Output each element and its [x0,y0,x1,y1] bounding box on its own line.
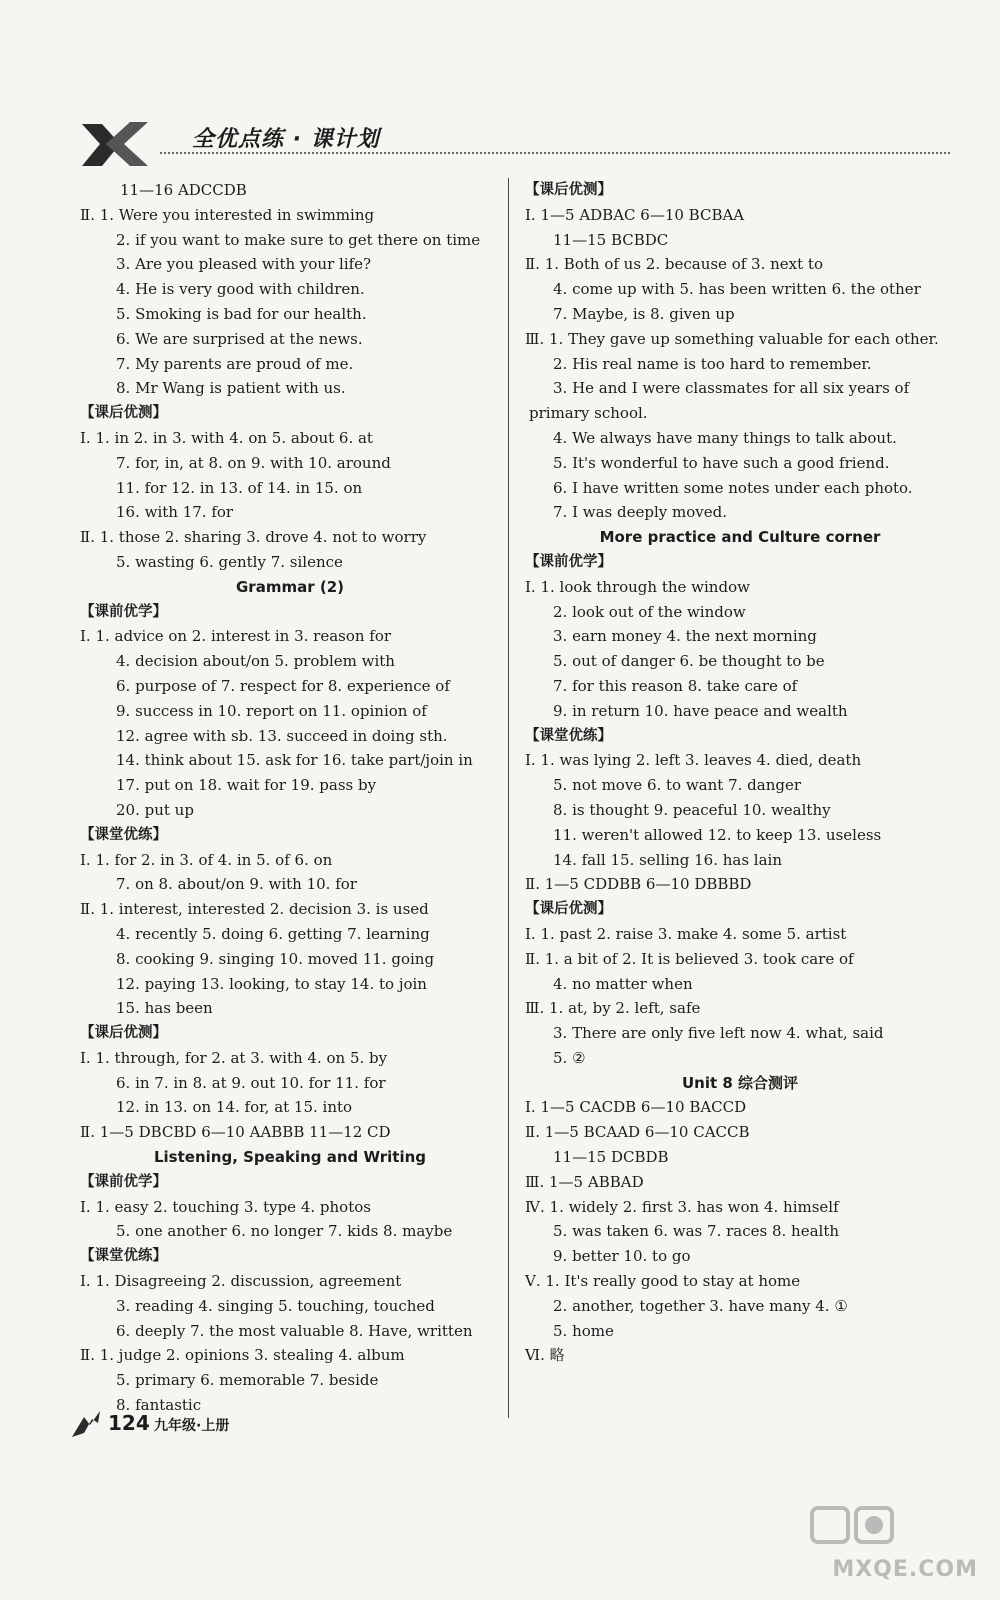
answer-line: 7. on 8. about/on 9. with 10. for [116,875,357,894]
answer-line: 5. was taken 6. was 7. races 8. health [553,1222,840,1241]
answer-line: 4. no matter when [553,974,693,993]
answer-line: 6. in 7. in 8. at 9. out 10. for 11. for [116,1073,386,1092]
answer-line: 12. in 13. on 14. for, at 15. into [116,1098,353,1117]
section-heading: Grammar (2) [236,577,344,596]
answer-line: 5. It's wonderful to have such a good friend. [553,453,890,472]
section-label: 【课堂优练】 [80,1248,167,1265]
answer-line: 20. put up [116,800,194,819]
answer-line: Ⅱ. 1—5 BCAAD 6—10 CACCB [525,1123,750,1142]
answer-line: 11—15 DCBDB [553,1148,669,1167]
answer-line: 7. I was deeply moved. [553,503,727,522]
answer-line: Ⅲ. 1. They gave up something valuable for each other. [525,329,939,348]
answer-line: Ⅰ. 1. advice on 2. interest in 3. reason for [80,627,392,646]
answer-line: Ⅰ. 1. for 2. in 3. of 4. in 5. of 6. on [80,850,333,869]
answer-line: 5. Smoking is bad for our health. [116,304,367,323]
answer-line: Ⅲ. 1—5 ABBAD [525,1172,644,1191]
answer-line: 4. He is very good with children. [116,280,365,299]
section-heading: Listening, Speaking and Writing [153,1148,427,1167]
right-answer-column [525,178,955,1368]
answer-line: 6. purpose of 7. respect for 8. experience of [116,676,450,695]
watermark-text: MXQE.COM [832,1557,978,1582]
answer-line: Ⅰ. 1—5 ADBAC 6—10 BCBAA [525,205,745,224]
page-footer [70,1405,370,1445]
answer-line: Ⅱ. 1. a bit of 2. It is believed 3. took care of [525,949,854,968]
answer-line: 15. has been [116,999,213,1018]
answer-line: 2. if you want to make sure to get there on time [116,230,481,249]
header-title: 全优点练 · 课计划 [192,127,380,152]
answer-line: 17. put on 18. wait for 19. pass by [116,776,377,795]
answer-line: 3. He and I were classmates for all six years of [553,379,910,398]
answer-line: 2. another, together 3. have many 4. ① [553,1296,848,1315]
answer-line: Ⅰ. 1. easy 2. touching 3. type 4. photos [80,1197,371,1216]
answer-line: 11. for 12. in 13. of 14. in 15. on [116,478,363,497]
answer-line: 4. come up with 5. has been written 6. the other [553,280,921,299]
answer-line: 7. for, in, at 8. on 9. with 10. around [116,453,391,472]
page-header [70,112,950,172]
answer-line: 12. paying 13. looking, to stay 14. to join [116,974,427,993]
answer-line: 5. wasting 6. gently 7. silence [116,552,343,571]
section-label: 【课前优学】 [525,553,612,570]
answer-line: 5. one another 6. no longer 7. kids 8. maybe [116,1222,453,1241]
answer-line: 5. home [553,1321,614,1340]
answer-line: Ⅰ. 1. Disagreeing 2. discussion, agreement [80,1272,402,1291]
answer-line: 4. We always have many things to talk about. [553,428,897,447]
answer-line: 5. primary 6. memorable 7. beside [116,1371,379,1390]
section-heading: More practice and Culture corner [599,528,881,547]
answer-line: 3. reading 4. singing 5. touching, touched [116,1296,435,1315]
arrow-logo-icon [70,1409,104,1439]
answer-line: Ⅳ. 1. widely 2. first 3. has won 4. himself [525,1197,839,1216]
answer-line: Ⅱ. 1. Both of us 2. because of 3. next to [525,255,823,274]
answer-line: Ⅰ. 1—5 CACDB 6—10 BACCD [525,1098,747,1117]
answer-line: Ⅱ. 1. those 2. sharing 3. drove 4. not to worry [80,528,427,547]
answer-line: 5. out of danger 6. be thought to be [553,652,825,671]
answer-line: Ⅵ. 略 [525,1346,565,1365]
answer-line: Ⅱ. 1—5 DBCBD 6—10 AABBB 11—12 CD [80,1123,391,1142]
answer-line: 5. not move 6. to want 7. danger [553,776,802,795]
answer-line: 4. decision about/on 5. problem with [116,652,395,671]
answer-line: Ⅱ. 1—5 CDDBB 6—10 DBBBD [525,875,752,894]
section-heading: Unit 8 综合测评 [681,1073,799,1092]
answer-line: 12. agree with sb. 13. succeed in doing sth. [116,726,448,745]
answer-line: 4. recently 5. doing 6. getting 7. learning [116,924,430,943]
answer-line: 5. ② [553,1048,586,1067]
column-divider [508,178,509,1418]
answer-line: 9. success in 10. report on 11. opinion of [116,701,427,720]
answer-line: 3. There are only five left now 4. what, said [553,1024,884,1043]
header-divider [160,152,950,154]
answer-line: 7. for this reason 8. take care of [553,676,798,695]
answer-line: 14. think about 15. ask for 16. take part/join in [116,751,473,770]
section-label: 【课前优学】 [80,603,167,620]
answer-line: 7. My parents are proud of me. [116,354,354,373]
section-label: 【课堂优练】 [525,727,612,744]
answer-line: 8. is thought 9. peaceful 10. wealthy [553,800,831,819]
answer-line: 8. Mr Wang is patient with us. [116,379,346,398]
logo-x-icon [80,120,150,170]
grade-label: 九年级·上册 [154,1418,230,1434]
answer-line: Ⅰ. 1. was lying 2. left 3. leaves 4. died, death [525,751,862,770]
answer-line: 2. His real name is too hard to remember. [553,354,872,373]
section-label: 【课后优测】 [525,901,612,918]
answer-line: 11. weren't allowed 12. to keep 13. useless [553,825,882,844]
section-label: 【课后优测】 [525,182,612,198]
answer-line: Ⅲ. 1. at, by 2. left, safe [525,999,701,1018]
answer-line: 2. look out of the window [553,602,746,621]
answer-line: 8. cooking 9. singing 10. moved 11. going [116,949,435,968]
section-label: 【课后优测】 [80,1025,167,1042]
answer-line: 3. earn money 4. the next morning [553,627,817,646]
answer-line: 8. fantastic [116,1396,202,1415]
answer-line: 6. deeply 7. the most valuable 8. Have, written [116,1321,473,1340]
section-label: 【课前优学】 [80,1173,167,1190]
watermark-logo-icon [808,1502,898,1548]
answer-line: Ⅴ. 1. It's really good to stay at home [525,1272,801,1291]
section-label: 【课堂优练】 [80,826,167,843]
answer-line: 9. in return 10. have peace and wealth [553,701,848,720]
answer-line: Ⅱ. 1. judge 2. opinions 3. stealing 4. album [80,1346,405,1365]
answer-line: Ⅰ. 1. in 2. in 3. with 4. on 5. about 6. at [80,428,373,447]
site-watermark [798,1502,978,1582]
answer-line: 3. Are you pleased with your life? [116,255,372,274]
answer-line: 14. fall 15. selling 16. has lain [553,850,782,869]
answer-line: primary school. [529,404,648,423]
page-number: 124 [108,1411,150,1435]
answer-line: 11—16 ADCCDB [120,181,247,199]
answer-line: Ⅰ. 1. through, for 2. at 3. with 4. on 5. by [80,1048,388,1067]
section-label: 【课后优测】 [80,405,167,422]
answer-line: 16. with 17. for [116,503,234,522]
answer-line: Ⅱ. 1. interest, interested 2. decision 3. is used [80,900,429,919]
answer-line: 6. I have written some notes under each photo. [553,478,913,497]
answer-line: Ⅰ. 1. look through the window [525,577,750,596]
answer-line: 6. We are surprised at the news. [116,329,363,348]
answer-line: Ⅱ. 1. Were you interested in swimming [80,205,375,224]
answer-line: 9. better 10. to go [553,1247,691,1266]
left-answer-column [80,178,500,1418]
answer-line: Ⅰ. 1. past 2. raise 3. make 4. some 5. artist [525,924,847,943]
answer-line: 7. Maybe, is 8. given up [553,304,735,323]
answer-line: 11—15 BCBDC [553,230,669,249]
